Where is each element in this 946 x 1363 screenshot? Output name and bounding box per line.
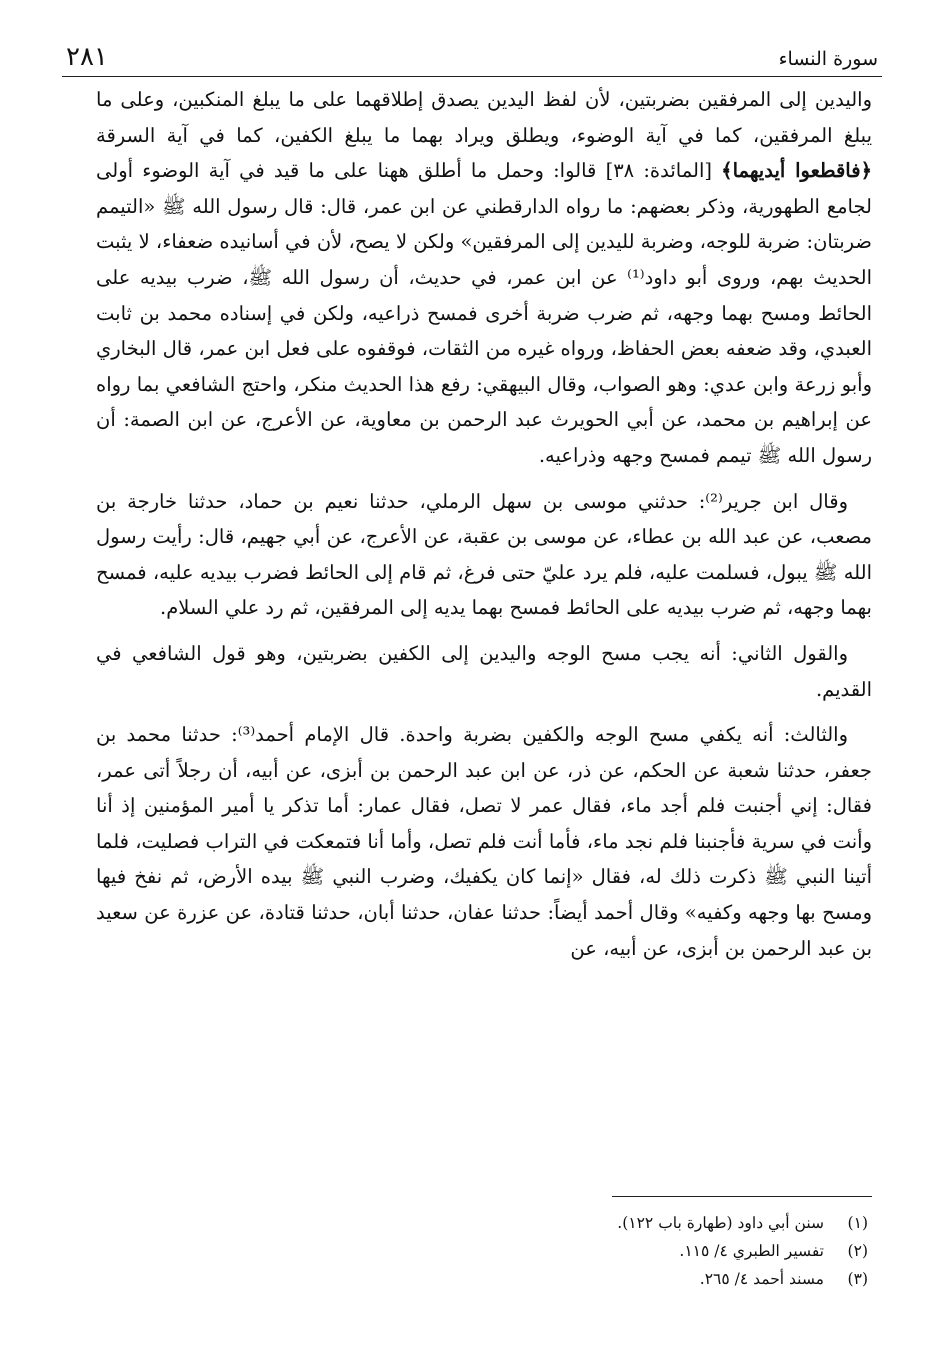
quran-verse: ﴿فاقطعوا أيديهما﴾ xyxy=(721,159,872,183)
footnote-number: (٢) xyxy=(847,1242,868,1260)
footnotes xyxy=(96,1196,872,1293)
footnote-text: سنن أبي داود (طهارة باب ١٢٢). xyxy=(617,1214,824,1232)
running-title: سورة النساء xyxy=(778,48,878,70)
paragraph xyxy=(96,82,872,474)
main-text xyxy=(96,82,872,976)
footnote-number: (١) xyxy=(847,1214,868,1232)
paragraph: والقول الثاني: أنه يجب مسح الوجه واليدين إلى الكفين بضربتين، وهو قول الشافعي في القديم. xyxy=(96,641,872,701)
footnote xyxy=(96,1265,872,1293)
paragraph-text: [المائدة: ٣٨] قالوا: وحمل ما أطلق ههنا على ما قيد في آية الوضوء أولى لجامع الطهورية، وذكر بعضهم: ما رواه الدارقطني عن ابن عمر، قال: قال رسول الله ﷺ «التيمم ضربتان: ضربة للوجه، وضربة لليدين إلى المرفقين» ولكن لا يصح، لأن في أسانيده ضعفاء، لا يثبت الحديث بهم، وروى أبو داود⁽¹⁾ عن ابن عمر، في حديث، أن رسول الله ﷺ، ضرب بيديه على الحائط ومسح بهما وجهه، ثم ضرب ضربة أخرى فمسح ذراعيه، ولكن في إسناده محمد بن ثابت العبدي، وقد ضعفه بعض الحفاظ، ورواه غيره من الثقات، فوقفوه على فعل ابن عمر، قال البخاري وأبو زرعة وابن عدي: وهو الصواب، وقال البيهقي: رفع هذا الحديث منكر، واحتج الشافعي بما رواه عن إبراهيم بن محمد، عن أبي الحويرث عبد الرحمن بن معاوية، عن الأعرج، عن ابن الصمة: أن رسول الله ﷺ تيمم فمسح وجهه وذراعيه. xyxy=(96,159,872,467)
footnote-number: (٣) xyxy=(847,1270,868,1288)
paragraph-text: واليدين إلى المرفقين بضربتين، لأن لفظ اليدين يصدق إطلاقهما على ما يبلغ المنكبين، وعلى ما يبلغ المرفقين، كما في آية الوضوء، ويطلق ويراد بهما ما يبلغ الكفين، كما في آية السرقة xyxy=(96,88,872,147)
paragraph: والثالث: أنه يكفي مسح الوجه والكفين بضربة واحدة. قال الإمام أحمد⁽³⁾: حدثنا محمد بن جعفر، حدثنا شعبة عن الحكم، عن ذر، عن ابن عبد الرحمن بن أبزى، عن أبيه، أن رجلاً أتى عمر، فقال: إني أجنبت فلم أجد ماء، فقال عمر لا تصل، فقال عمار: أما تذكر يا أمير المؤمنين إذ أنا وأنت في سرية فأجنبنا فلم نجد ماء، فأما أنت فلم تصل، وأما أنا فتمعكت في التراب فصليت، فلما أتينا النبي ﷺ ذكرت ذلك له، فقال «إنما كان يكفيك، وضرب النبي ﷺ بيده الأرض، ثم نفخ فيها ومسح بها وجهه وكفيه» وقال أحمد أيضاً: حدثنا عفان، حدثنا أبان، حدثنا قتادة، عن عزرة عن سعيد بن عبد الرحمن بن أبزى، عن أبيه، عن xyxy=(96,723,872,960)
footnote-divider xyxy=(612,1196,872,1197)
page-header xyxy=(62,32,882,77)
page-number: ٢٨١ xyxy=(66,42,108,72)
footnote xyxy=(96,1237,872,1265)
footnote xyxy=(96,1209,872,1237)
paragraph: وقال ابن جرير⁽²⁾: حدثني موسى بن سهل الرملي، حدثنا نعيم بن حماد، حدثنا خارجة بن مصعب، عن عبد الله بن عطاء، عن موسى بن عقبة، عن الأعرج، عن أبي جهيم، قال: رأيت رسول الله ﷺ يبول، فسلمت عليه، فلم يرد عليّ حتى فرغ، ثم قام إلى الحائط فضرب بيديه عليه، فمسح بهما وجهه، ثم ضرب بيديه على الحائط فمسح بهما يديه إلى المرفقين، ثم رد علي السلام. xyxy=(96,489,872,620)
footnote-text: مسند أحمد ٤/ ٢٦٥. xyxy=(699,1270,824,1288)
footnote-text: تفسير الطبري ٤/ ١١٥. xyxy=(679,1242,824,1260)
